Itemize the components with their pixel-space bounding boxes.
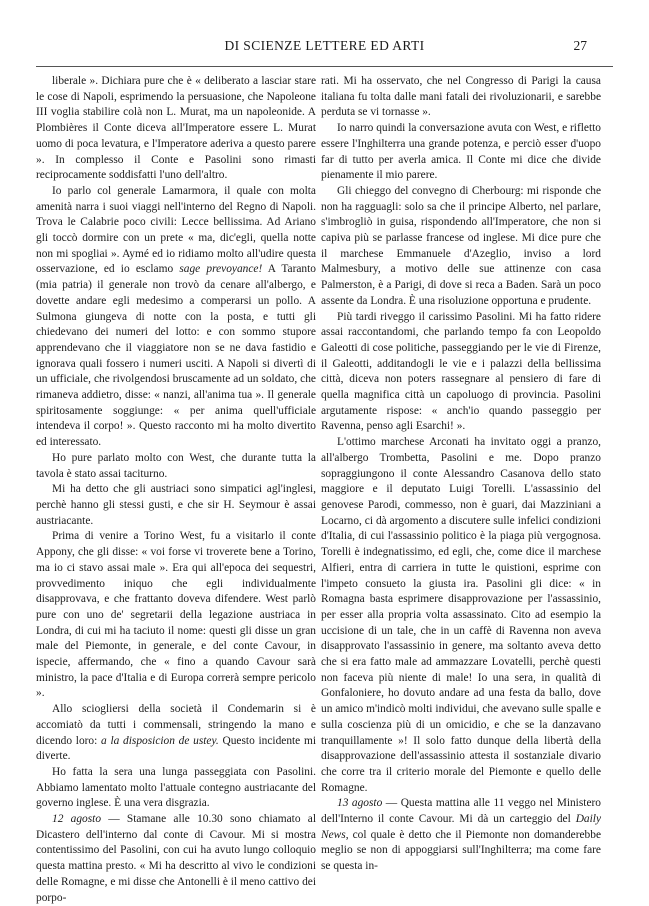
running-header xyxy=(0,38,649,58)
left-column xyxy=(36,74,316,906)
italic-text: 13 agosto xyxy=(337,797,383,810)
text-run: Io narro quindi la conversazione avuta con West, e rifletto essere l'Inghilterra una grande potenza, e perciò esser d'uopo far di tutto per averla amica. Il Conte mi dice che divide pienamente il mio parere. xyxy=(321,122,601,182)
text-run: liberale ». Dichiara pure che è « deliberato a lasciar stare le cose di Napoli, esprimendo la persuasione, che Napoleone III voglia stabilire colà non L. Murat, ma un napoleonide. A Plombières il Conte diceva all'Imperatore essere L. Murat uomo di poca levatura, e l'Imperatore aderiva a questo parere ». In complesso il Conte e Pasolini sono rimasti reciprocamente soddisfatti l'uno dell'altro. xyxy=(36,75,316,182)
page-number: 27 xyxy=(573,38,587,53)
paragraph xyxy=(36,184,316,451)
paragraph xyxy=(321,310,601,436)
paragraph xyxy=(321,74,601,121)
paragraph xyxy=(36,451,316,482)
text-run: — Stamane alle 10.30 sono chiamato al Dicastero dell'interno dal conte di Cavour. Mi si mostra contentissimo del Pasolini, con cui ha avuto lungo colloquio questa mattina presto. « Mi ha descritto al vivo le condizioni delle Romagne, e mi disse che Antonelli è il meno cattivo dei porpo- xyxy=(36,813,316,904)
right-column xyxy=(321,74,601,875)
paragraph xyxy=(321,184,601,310)
paragraph xyxy=(36,702,316,765)
italic-text: a la disposicion de ustey. xyxy=(101,734,219,747)
text-run: , col quale è detto che il Piemonte non domanderebbe meglio se non di appoggiarsi sull'Inghilterra; ma come fare se questa in- xyxy=(321,828,601,873)
paragraph xyxy=(36,529,316,702)
italic-text: 12 agosto xyxy=(52,813,102,826)
text-run: Questo incidente mi diverte. xyxy=(36,734,316,763)
text-run: Io parlo col generale Lamarmora, il quale con molta amenità narra i suoi viaggi nell'interno del Regno di Napoli. Trova le Calabrie poco civili: Lecce bellissima. Ad Ariano gli toccò dormire con un prete « ma, dic'egli, quella notte non mi spogliai ». Aymé ed io ridiamo molto all'udire questa osservazione, ed io esclamo xyxy=(36,184,316,276)
italic-text: sage prevoyance! xyxy=(179,263,263,276)
text-run: Allo sciogliersi della società il Condemarin si è accomiatò da tutti i commensali, stringendo la mano e dicendo loro: xyxy=(36,703,316,747)
paragraph xyxy=(36,812,316,906)
text-run: Più tardi riveggo il carissimo Pasolini. Mi ha fatto ridere assai raccontandomi, che parlando tempo fa con Leopoldo Galeotti di cose politiche, passeggiando per le vie di Firenze, il Galeotti, additandogli le vie e i palazzi della bellissima città, diceva non poters rassegnare al pensiero di fare di quella magnifica città un capoluogo di provincia. Pasolini argutamente rispose: « anch'io quando passeggio per Ravenna, penso agli Esarchi! ». xyxy=(321,310,601,433)
paragraph xyxy=(321,435,601,796)
running-title: DI SCIENZE LETTERE ED ARTI xyxy=(224,38,425,53)
text-run: Ho fatta la sera una lunga passeggiata con Pasolini. Abbiamo lamentato molto l'attuale contegno austriacante del governo inglese. È una vera disgrazia. xyxy=(36,765,316,810)
text-run: A Taranto (mia patria) il generale non trovò da cenare all'albergo, e dovette andare egli medesimo a comperarsi un pollo. A Sulmona giungeva di notte con la posta, e tutti gli chiedevano dei numeri del lotto: e con sommo stupore apprendevano che il viaggiatore non se ne dava fastidio e ignorava quali fossero i numeri usciti. A Napoli si divertì di un ufficiale, che rivolgendosi bruscamente ad un soldato, che rimaneva addietro, disse: « nanzi, all'anima tua ». Il generale spiritosamente soggiunge: « per anima quell'ufficiale intendeva il corpo! ». Questo racconto mi ha molto divertito ed interessato. xyxy=(36,263,316,449)
paragraph xyxy=(36,765,316,812)
italic-text: Daily News xyxy=(321,813,601,841)
text-run: L'ottimo marchese Arconati ha invitato oggi a pranzo, all'albergo Trombetta, Pasolini e me. Dopo pranzo sopraggiungono il conte Alessandro Casanova dello stato maggiore e il deputato Luigi Torelli. L'assassinio del genovese Parodi, commesso, non è guari, dai Mazziniani a Locarno, ci dà argomento a discutere sulle infelici condizioni d'Italia, di cui l'assassinio politico è la piaga più vergognosa. Torelli è indegnatissimo, ed egli, che, come dice il marchese Alfieri, entra di carriera in tutte le quistioni, esprime con l'impeto consueto la giusta ira. Pasolini gli dice: « in Romagna basta esprimere disapprovazione per l'assassinio, per esser alla propria volta assassinato. Cito ad esempio la uccisione di un tale, che in un caffè di Ravenna non aveva disapprovato l'assassinio in genere, ma soltanto aveva detto che si era fatto male ad ammazzare Lovatelli, perchè questi non faceva più niente di male! Io una sera, in qualità di Gonfaloniere, ho dovuto andare ad una festa da ballo, dove un amico m'indicò molti individui, che avevano sulle spalle e sulla coscienza più di un omicidio, e che se la danzavano tranquillamente »! Il solo fatto dunque della libertà della disapprovazione dell'assassinio attesta il sostanziale divario che corre tra il criterio morale del Piemonte e quello delle Romagne. xyxy=(321,436,601,794)
text-run: Prima di venire a Torino West, fu a visitarlo il conte Appony, che gli disse: « voi forse vi troverete bene a Torino, ma io ci stavo assai male ». Era qui all'epoca dei sequestri, provvedimento iniquo che egli individualmente disapprovava, e che frattanto doveva difendere. West parlò pure con uno de' segretarii della legazione austriaca in Londra, di cui mi ha taciuto il nome: questi gli disse un gran male del Piemonte, in generale, e del conte Cavour, in ispecie, affermando, che « fino a quando Cavour sarà ministro, la pace d'Italia e di Europa correrà sempre pericolo ». xyxy=(36,530,316,700)
text-run: rati. Mi ha osservato, che nel Congresso di Parigi la causa italiana fu tolta dalle mani fatali dei rivoluzionarii, e sarebbe perduta se vi tornasse ». xyxy=(321,75,601,119)
header-rule xyxy=(36,66,613,67)
paragraph xyxy=(36,482,316,529)
text-run: Mi ha detto che gli austriaci sono simpatici agl'inglesi, perchè hanno gli stessi gusti, e che sir H. Seymour è assai austriacante. xyxy=(36,483,316,527)
paragraph xyxy=(36,74,316,184)
text-run: — Questa mattina alle 11 veggo nel Ministero dell'Interno il conte Cavour. Mi dà un carteggio del xyxy=(321,797,601,826)
text-run: Gli chieggo del convegno di Cherbourg: mi risponde che non ha ragguagli: solo sa che il principe Alberto, nel parlare, s'imbrogliò in guisa, rispondendo all'Imperatore, che non si capiva più se parlasse francese od inglese. Mi dice pure che il marchese Emmanuele d'Azeglio, inviso a lord Malmesbury, a motivo delle sue attinenze con casa Palmerston, è a Parigi, di dove si reca a Baden. Sarà un poco assente da Londra. È una risoluzione opportuna e prudente. xyxy=(321,184,601,307)
paragraph xyxy=(321,121,601,184)
paragraph xyxy=(321,796,601,875)
text-run: Ho pure parlato molto con West, che durante tutta la tavola è stato assai taciturno. xyxy=(36,451,316,480)
